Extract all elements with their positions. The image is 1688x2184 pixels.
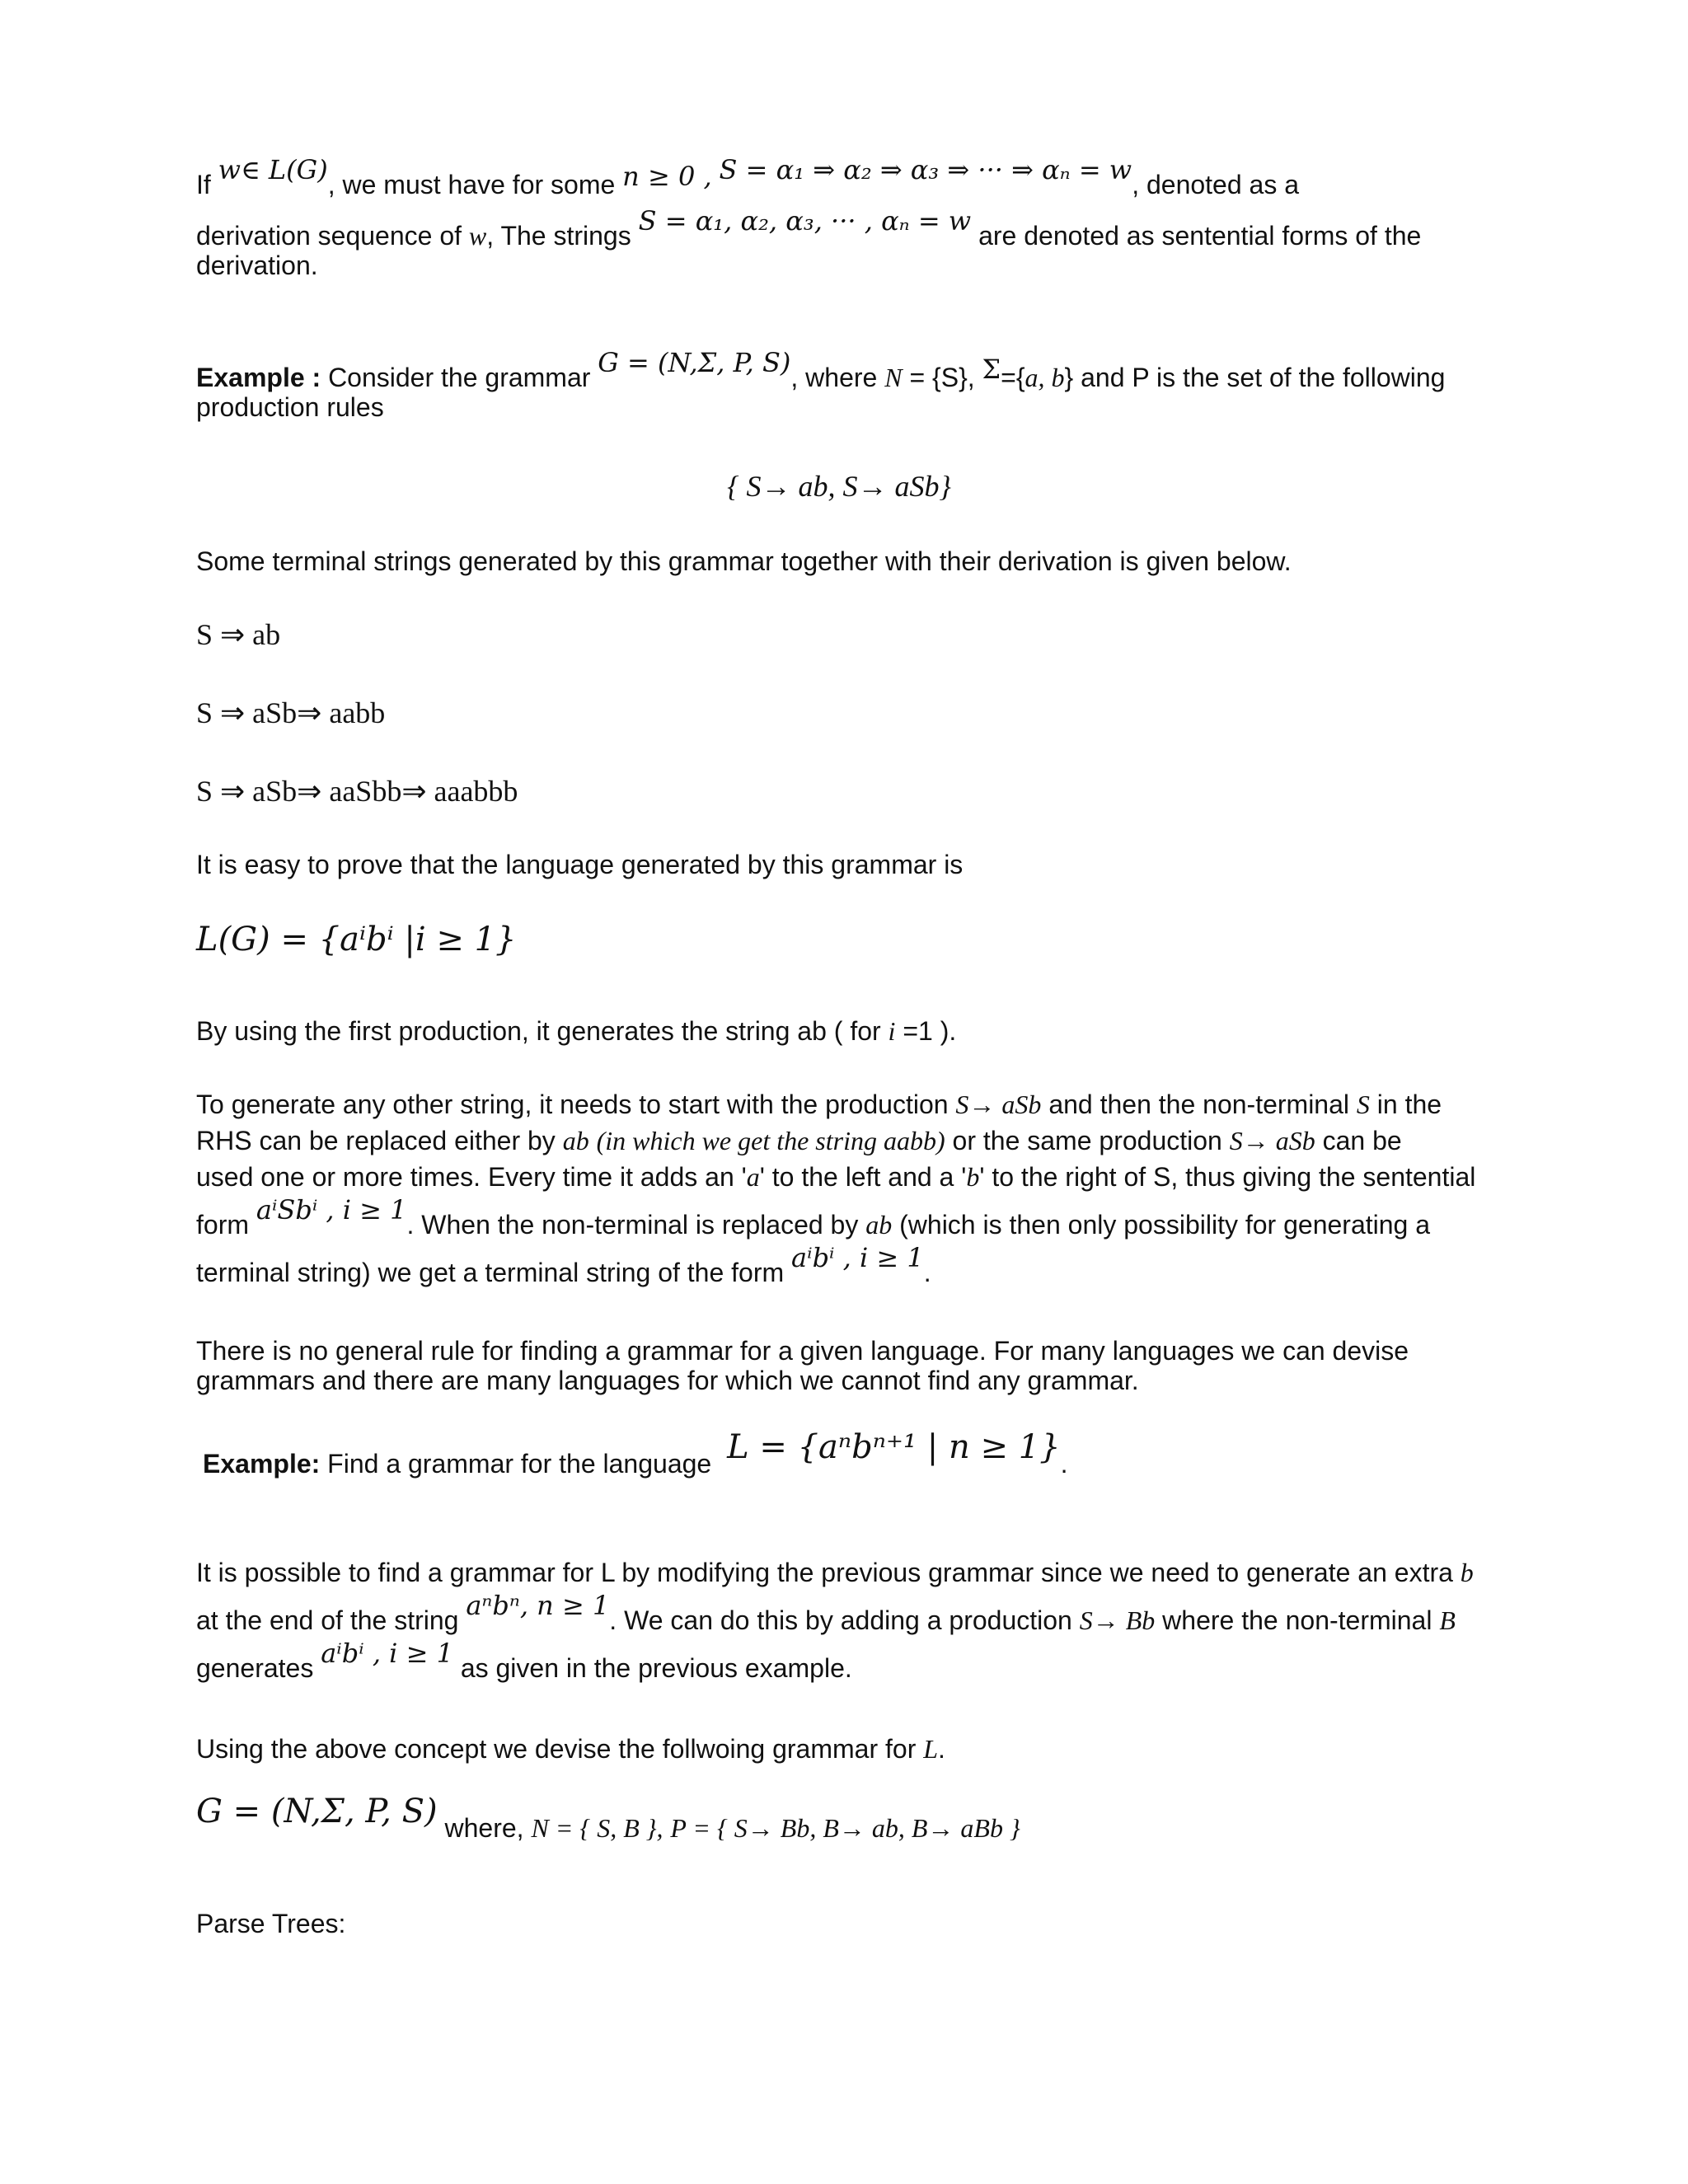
text-p8b: . — [938, 1734, 945, 1764]
math-ab: ab — [562, 1126, 589, 1155]
text-where: , where — [790, 363, 878, 392]
math-aibi: aⁱbⁱ , i ≥ 1 — [791, 1242, 924, 1273]
text-p5-l1c: in the — [1376, 1090, 1442, 1119]
text-form: form — [196, 1210, 249, 1240]
example-2 — [203, 1428, 1489, 1479]
text-p5-l2c: can be — [1322, 1126, 1402, 1155]
math-P-def: P = { S→ Bb, B→ ab, B→ aBb } — [670, 1813, 1020, 1843]
math-L: L — [923, 1734, 939, 1764]
text-p7-l2c: where the non-terminal — [1162, 1605, 1432, 1635]
math-aiSbi: aⁱSbⁱ , i ≥ 1 — [256, 1194, 407, 1226]
text-sigma-eq: ={ — [1001, 363, 1025, 392]
text-p7-l2a: at the end of the string — [196, 1605, 459, 1635]
example-1 — [196, 347, 1482, 422]
example-1-text: Consider the grammar — [328, 363, 591, 392]
text-p5-l2a: RHS can be replaced either by — [196, 1126, 556, 1155]
text-p5-l1b: and then the non-terminal — [1048, 1090, 1349, 1119]
text-the-strings: , The strings — [486, 221, 631, 251]
production-rules-set: { S→ ab, S→ aSb} — [727, 470, 951, 503]
paragraph-devise-grammar — [196, 1734, 1482, 1764]
text-p8a: Using the above concept we devise the follwoing grammar for — [196, 1734, 917, 1764]
text-p5-l4b: . When the non-terminal is replaced by — [406, 1210, 859, 1240]
heading-parse-trees: Parse Trees: — [196, 1909, 346, 1938]
paragraph-first-production — [196, 1016, 1482, 1046]
text-denoted: , denoted as a — [1132, 170, 1300, 199]
text-are-denoted: are denoted as sentential forms of the — [978, 221, 1422, 251]
text-period-2: . — [1060, 1449, 1068, 1479]
text-production-rules: production rules — [196, 392, 384, 422]
math-rule-S-aSb: S→ aSb — [955, 1090, 1042, 1119]
text-p7-l3b: as given in the previous example. — [460, 1653, 852, 1683]
text-p5-l5a: terminal string) we get a terminal string of the form — [196, 1258, 785, 1287]
text-p5-l1a: To generate any other string, it needs to start with the production — [196, 1090, 949, 1119]
math-derivation-chain: S = α₁ ⇒ α₂ ⇒ α₃ ⇒ ··· ⇒ αₙ = w — [719, 154, 1132, 185]
math-N-def: N = { S, B }, — [531, 1813, 663, 1843]
math-w: w — [468, 221, 487, 251]
math-language-L: L = {aⁿbⁿ⁺¹ | n ≥ 1} — [727, 1428, 1061, 1466]
text-derivation-seq: derivation sequence of — [196, 221, 462, 251]
math-b: b — [966, 1162, 980, 1192]
paragraph-no-general-rule: There is no general rule for finding a grammar for a given language. For many languages we can devise grammars and there are many languages for which we cannot find any grammar. — [196, 1336, 1409, 1395]
final-grammar — [196, 1793, 1482, 1843]
math-ab-2: ab — [865, 1210, 893, 1240]
text-first-production: By using the first production, it generates the string ab ( for — [196, 1016, 881, 1046]
math-rule-S-aSb-2: S→ aSb — [1229, 1126, 1315, 1155]
math-anbn: aⁿbⁿ, n ≥ 1 — [466, 1590, 610, 1621]
paragraph-terminal-strings: Some terminal strings generated by this grammar together with their derivation is given below. — [196, 546, 1292, 576]
text-p7-l2b: . We can do this by adding a production — [609, 1605, 1072, 1635]
math-N: N — [884, 363, 903, 392]
example-2-label: Example: — [203, 1449, 321, 1479]
math-a: a — [746, 1162, 760, 1192]
math-grammar-G: G = (N,Σ, P, S) — [598, 347, 791, 378]
text-p7-l1a: It is possible to find a grammar for L by modifying the previous grammar since we need to generate an extra — [196, 1558, 1453, 1587]
text-we-must: , we must have for some — [327, 170, 616, 199]
math-w-in-LG: w∈ L(G) — [218, 154, 328, 185]
math-S: S — [1356, 1090, 1370, 1119]
math-b-extra: b — [1460, 1558, 1474, 1587]
paragraph-generate-other — [196, 1086, 1482, 1291]
text-if: If — [196, 170, 211, 199]
text-period: . — [923, 1258, 931, 1287]
text-derivation: derivation. — [196, 251, 318, 280]
text-sigma-rest: } and P is the set of the following — [1064, 363, 1446, 392]
language-LG: L(G) = {aⁱbⁱ |i ≥ 1} — [196, 921, 517, 958]
text-p5-l3a: used one or more times. Every time it adds an ' — [196, 1162, 747, 1192]
text-where-2: where, — [444, 1813, 524, 1843]
math-sigma: Σ — [982, 354, 1001, 385]
text-p5-l3b: ' to the left and a ' — [759, 1162, 967, 1192]
derivation-1: S ⇒ ab — [196, 618, 281, 651]
math-final-G: G = (N,Σ, P, S) — [196, 1793, 438, 1830]
math-B: B — [1439, 1605, 1456, 1635]
math-rule-S-Bb: S→ Bb — [1079, 1605, 1156, 1635]
text-p5-l4c: (which is then only possibility for generating a — [899, 1210, 1431, 1240]
example-2-text: Find a grammar for the language — [327, 1449, 712, 1479]
text-N-val: = {S}, — [909, 363, 975, 392]
text-eq-one: =1 ). — [903, 1016, 957, 1046]
derivation-2: S ⇒ aSb⇒ aabb — [196, 696, 386, 729]
math-i: i — [888, 1016, 896, 1046]
math-a-b: a, b — [1025, 363, 1065, 392]
math-n-ge-0: n ≥ 0 , — [622, 161, 712, 192]
paragraph-derivation-definition — [196, 154, 1482, 280]
text-p5-l3c: ' to the right of S, thus giving the sentential — [979, 1162, 1476, 1192]
paragraph-easy-to-prove: It is easy to prove that the language generated by this grammar is — [196, 850, 964, 879]
text-generates: generates — [196, 1653, 314, 1683]
math-aibi-2: aⁱbⁱ , i ≥ 1 — [321, 1638, 453, 1669]
math-sentential-forms: S = α₁, α₂, α₃, ··· , αₙ = w — [638, 205, 972, 237]
text-in-which: (in which we get the string aabb) — [596, 1126, 945, 1155]
text-p5-l2b: or the same production — [952, 1126, 1222, 1155]
paragraph-modify-grammar — [196, 1554, 1482, 1686]
example-1-label: Example : — [196, 363, 321, 392]
derivation-3: S ⇒ aSb⇒ aaSbb⇒ aaabbb — [196, 775, 518, 808]
